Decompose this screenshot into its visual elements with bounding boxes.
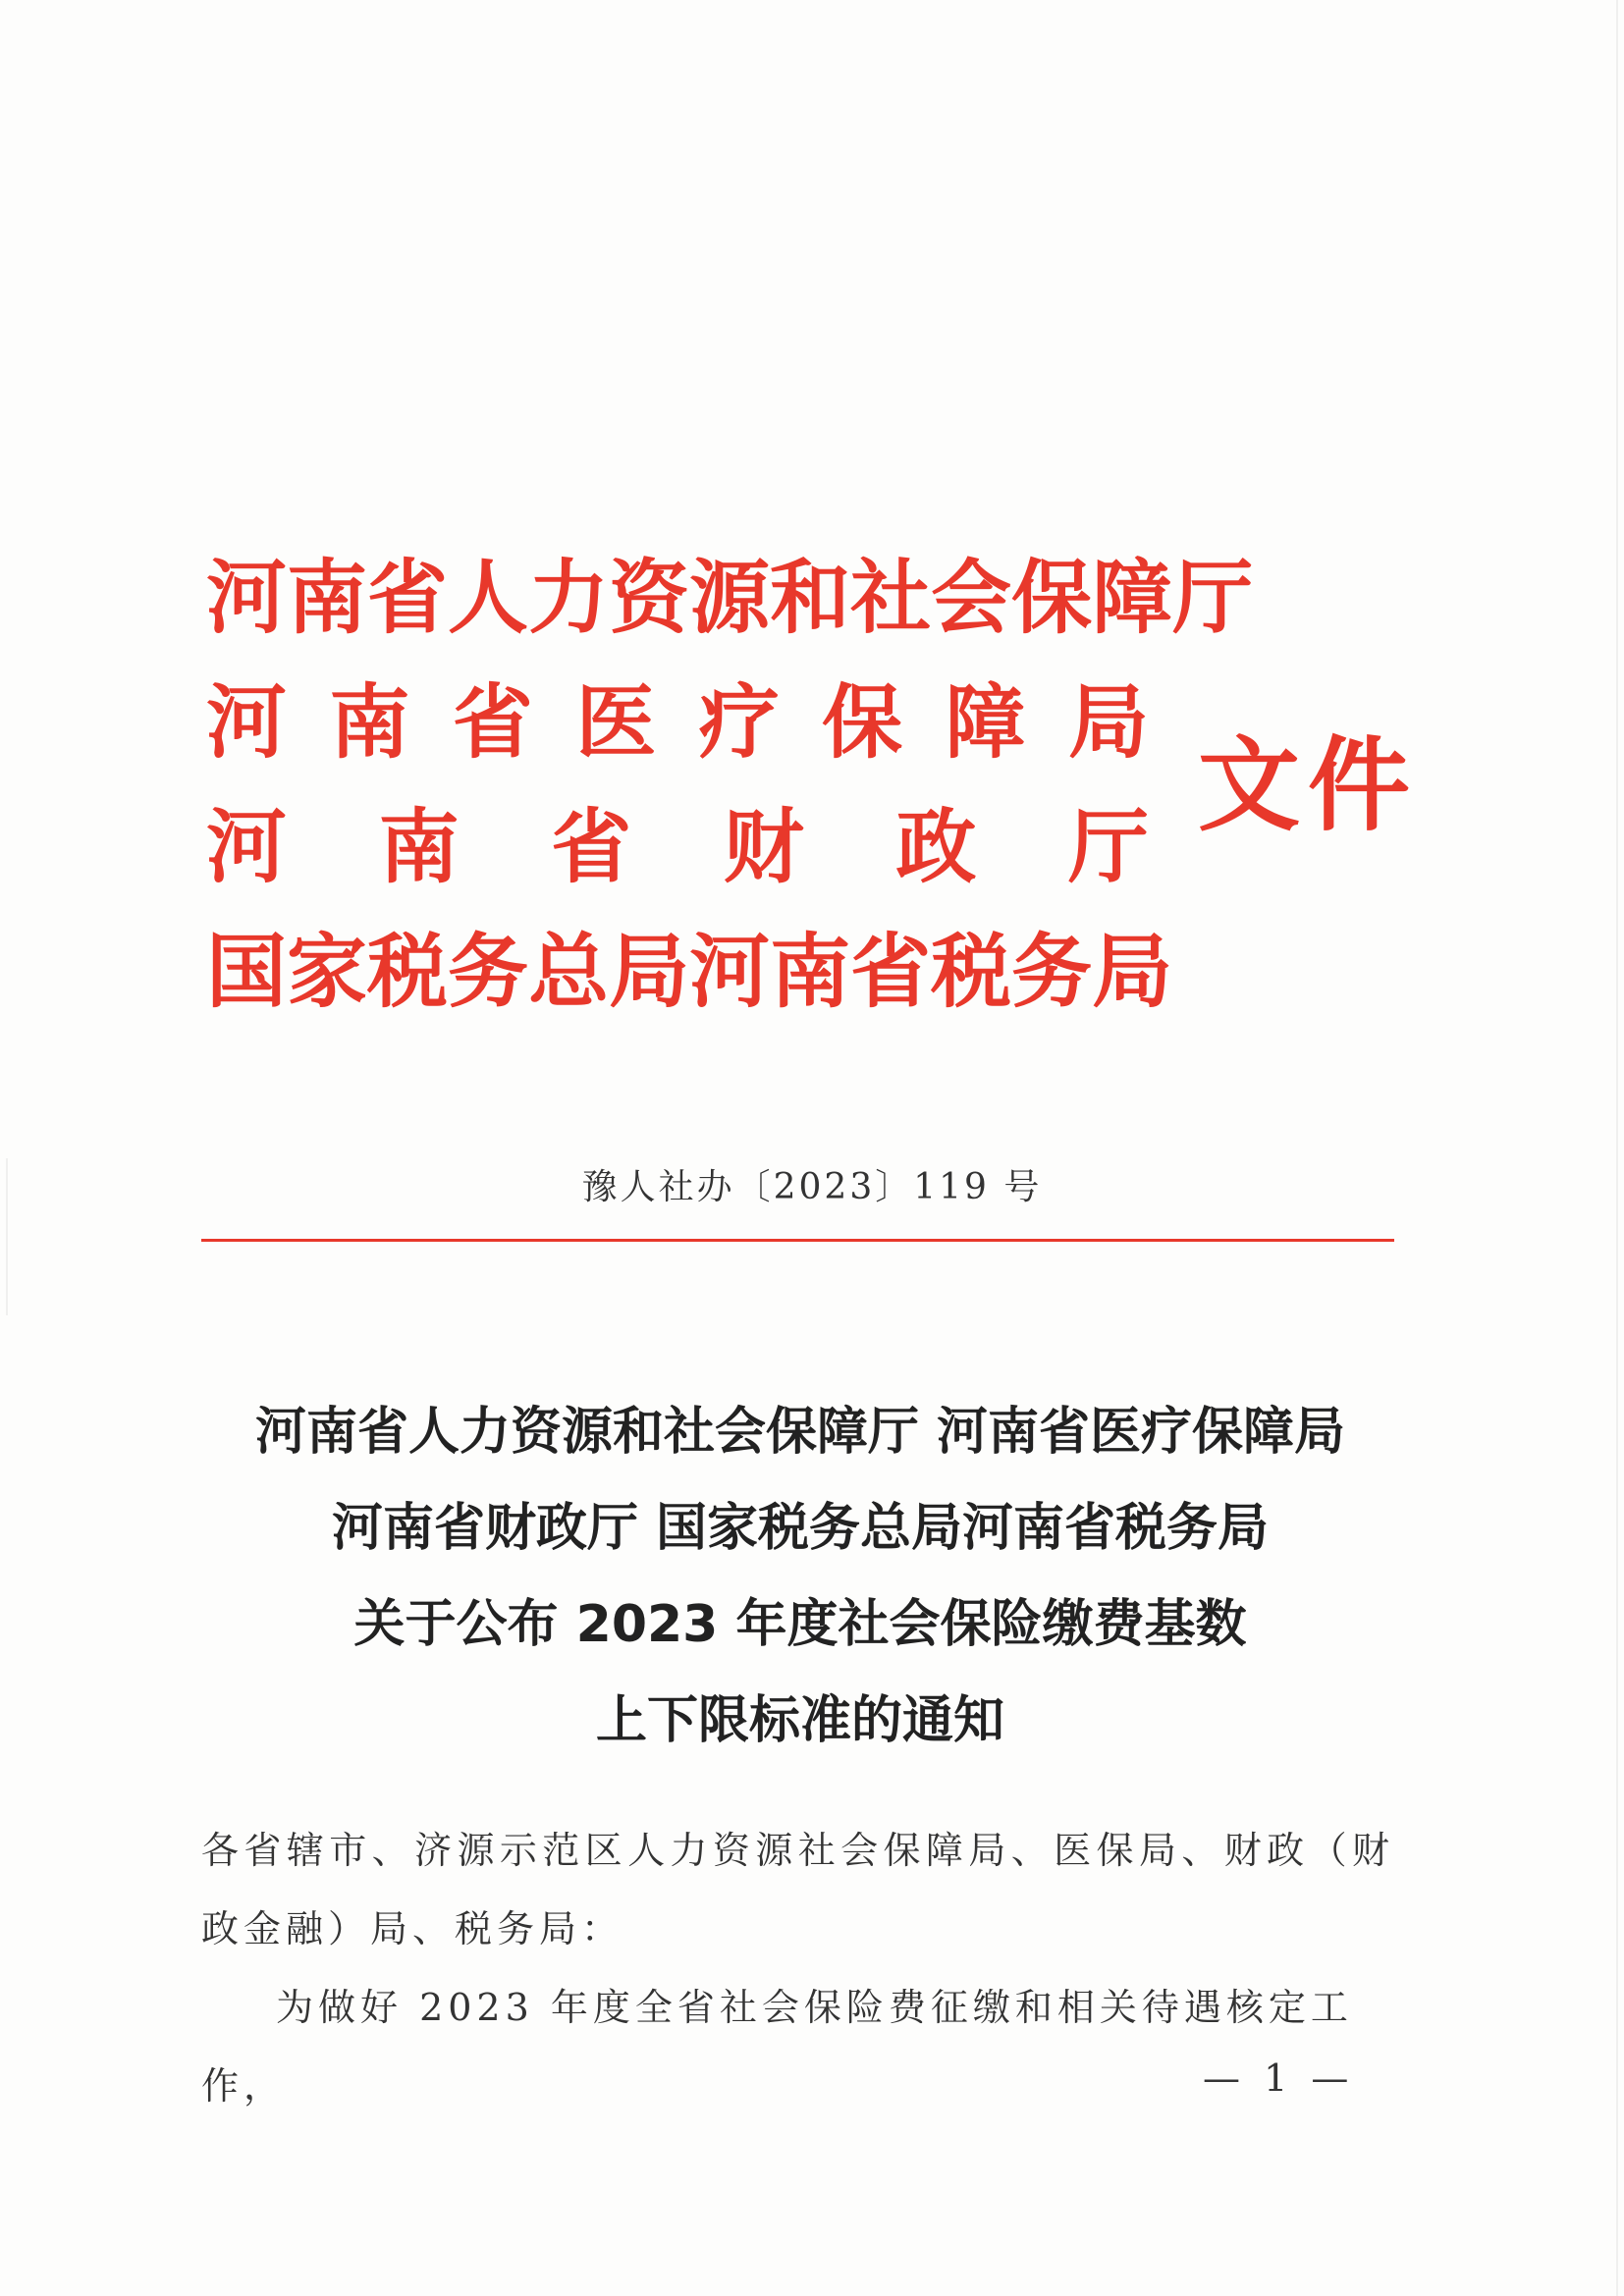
issuer-char: 医	[575, 676, 657, 770]
red-separator-rule	[201, 1239, 1394, 1242]
issuer-char: 厅	[1067, 801, 1149, 894]
issuer-char: 务	[448, 926, 529, 1019]
issuer-char: 财	[723, 801, 804, 894]
issuer-char: 力	[528, 552, 610, 645]
issuer-char: 资	[609, 552, 690, 645]
issuer-char: 人	[448, 552, 529, 645]
issuer-char: 南	[287, 552, 368, 645]
issuer-line	[206, 914, 1173, 1032]
issuer-char: 源	[689, 552, 771, 645]
issuer-char: 省	[551, 801, 632, 894]
issuer-char: 河	[206, 801, 288, 894]
issuer-char: 保	[822, 676, 903, 770]
issuer-char: 总	[528, 926, 610, 1019]
red-header	[206, 540, 1419, 1031]
issuer-char: 保	[1011, 552, 1093, 645]
title-line: 关于公布 2023 年度社会保险缴费基数	[353, 1595, 1247, 1654]
issuer-char: 南	[378, 801, 460, 894]
issuer-char: 省	[452, 676, 533, 770]
issuer-char: 会	[931, 552, 1012, 645]
issuer-char: 河	[206, 676, 288, 770]
document-type-label: 文件	[1198, 725, 1419, 845]
page-number: — 1 —	[1203, 2056, 1355, 2100]
issuer-char: 局	[609, 926, 690, 1019]
issuer-char: 和	[770, 552, 851, 645]
issuer-char: 南	[770, 926, 851, 1019]
issuer-char: 障	[1092, 552, 1173, 645]
issuer-char: 河	[206, 552, 288, 645]
issuer-char: 国	[206, 926, 288, 1019]
issuer-line	[206, 789, 1149, 907]
issuer-line	[206, 540, 1254, 658]
issuer-char: 政	[895, 801, 977, 894]
issuer-char: 家	[287, 926, 368, 1019]
issuer-char: 河	[689, 926, 771, 1019]
title-line: 上下限标准的通知	[595, 1691, 1004, 1750]
issuer-char: 疗	[698, 676, 780, 770]
addressee: 各省辖市、济源示范区人力资源社会保障局、医保局、财政（财政金融）局、税务局：	[201, 1829, 1394, 1950]
issuer-line	[206, 665, 1149, 782]
issuer-char: 省	[850, 926, 932, 1019]
issuer-char: 厅	[1172, 552, 1254, 645]
issuer-char: 务	[1011, 926, 1093, 1019]
document-title	[196, 1384, 1404, 1769]
issuer-char: 税	[931, 926, 1012, 1019]
issuer-char: 障	[945, 676, 1026, 770]
issuer-char: 南	[329, 676, 410, 770]
issuer-char: 局	[1067, 676, 1149, 770]
issuer-char: 省	[367, 552, 449, 645]
issuer-char: 税	[367, 926, 449, 1019]
title-line: 河南省财政厅 国家税务总局河南省税务局	[331, 1499, 1270, 1558]
issuer-char: 社	[850, 552, 932, 645]
issuer-char: 局	[1092, 926, 1173, 1019]
document-number: 豫人社办〔2023〕119 号	[581, 1167, 1043, 1207]
title-line: 河南省人力资源和社会保障厅 河南省医疗保障局	[254, 1403, 1346, 1462]
scan-edge-right	[1616, 0, 1618, 2296]
body-paragraph: 为做好 2023 年度全省社会保险费征缴和相关待遇核定工作，	[201, 1986, 1353, 2108]
